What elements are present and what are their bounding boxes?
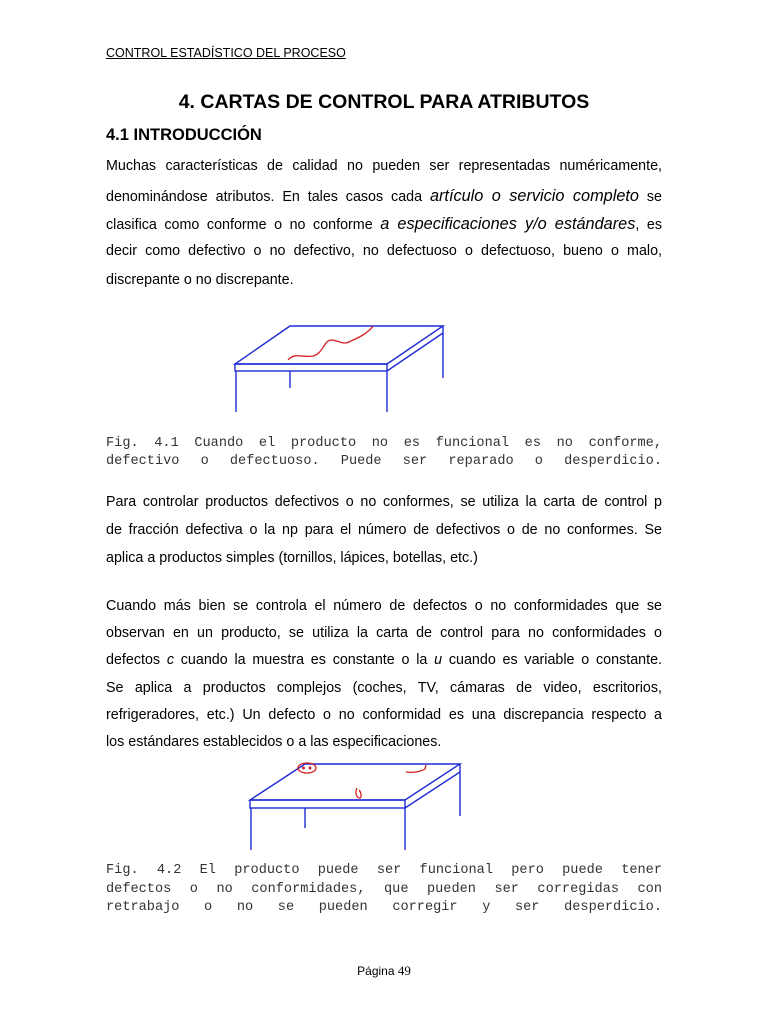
intro-paragraph: [106, 156, 662, 290]
caption-line: Fig. 4.1 Cuando el producto no es funcional es no conforme,: [106, 436, 662, 451]
symbol-u: u: [434, 652, 443, 669]
caption-line: defectivo o defectuoso. Puede ser reparado o desperdicio.: [106, 454, 662, 469]
table-apron: [235, 364, 387, 371]
defect-dot: [303, 767, 305, 769]
figure-4-1-table-drawing: [225, 320, 455, 415]
paragraph-line: observan en un producto, se utiliza la carta de control para no conformidades o: [106, 625, 662, 642]
intro-text: denominándose atributos. En tales casos cada: [106, 189, 430, 205]
paragraph-defects: [106, 593, 662, 756]
section-heading: 4.1 INTRODUCCIÓN: [106, 126, 262, 144]
intro-line: decir como defectivo o no defectivo, no defectuoso o defectuoso, bueno o malo,: [106, 243, 662, 259]
table-apron: [250, 800, 405, 808]
paragraph-line: los estándares establecidos o a las especificaciones.: [106, 734, 442, 751]
paragraph-line: [106, 647, 662, 674]
intro-text: clasifica como conforme o no conforme: [106, 217, 381, 233]
chapter-title: 4. CARTAS DE CONTROL PARA ATRIBUTOS: [178, 91, 590, 113]
paragraph-text: cuando la muestra es constante o la: [174, 652, 435, 669]
intro-emphasis: a especificaciones y/o estándares: [380, 215, 636, 233]
page-label: Página: [357, 964, 395, 978]
table-top: [250, 764, 460, 800]
figure-4-1-caption: [106, 435, 662, 471]
paragraph-line: de fracción defectiva o la np para el número de defectivos o de no conformes. Se: [106, 522, 662, 538]
symbol-c: c: [166, 652, 174, 669]
paragraph-text: cuando es variable o constante.: [442, 652, 662, 669]
paragraph-line: refrigeradores, etc.) Un defecto o no conformidad es una discrepancia respecto a: [106, 706, 662, 723]
paragraph-text: defectos: [106, 652, 167, 669]
paragraph-line: aplica a productos simples (tornillos, lápices, botellas, etc.): [106, 550, 478, 566]
figure-4-2-table-drawing: [240, 758, 470, 858]
paragraph-line: Se aplica a productos complejos (coches, TV, cámaras de video, escritorios,: [106, 679, 662, 696]
intro-emphasis: artículo o servicio completo: [429, 187, 639, 205]
intro-line: [106, 185, 662, 213]
caption-line: defectos o no conformidades, que pueden ser corregidas con: [106, 881, 662, 897]
caption-line: retrabajo o no se pueden corregir y ser desperdicio.: [106, 900, 662, 915]
figure-4-2-caption: [106, 862, 662, 918]
intro-text: se: [638, 189, 662, 205]
table-side: [387, 326, 443, 371]
table-top: [235, 326, 443, 364]
caption-line: Fig. 4.2 El producto puede ser funcional pero puede tener: [106, 863, 662, 878]
defect-crack: [288, 326, 373, 360]
table-side: [405, 764, 460, 808]
intro-text: , es: [635, 217, 662, 233]
paragraph-line: Cuando más bien se controla el número de defectos o no conformidades que se: [106, 598, 662, 614]
defect-dot: [309, 767, 311, 769]
paragraph-line: Para controlar productos defectivos o no conformes, se utiliza la carta de control p: [106, 494, 662, 510]
intro-line: discrepante o no discrepante.: [106, 272, 294, 288]
defect-scratch: [406, 765, 426, 772]
intro-line: [106, 213, 662, 241]
page-footer: [0, 963, 768, 979]
paragraph-defectives: [106, 488, 662, 572]
running-header: CONTROL ESTADÍSTICO DEL PROCESO: [106, 46, 346, 60]
page-number: 49: [397, 963, 411, 978]
intro-line: Muchas características de calidad no pueden ser representadas numéricamente,: [106, 158, 662, 174]
defect-mark: [356, 788, 361, 798]
